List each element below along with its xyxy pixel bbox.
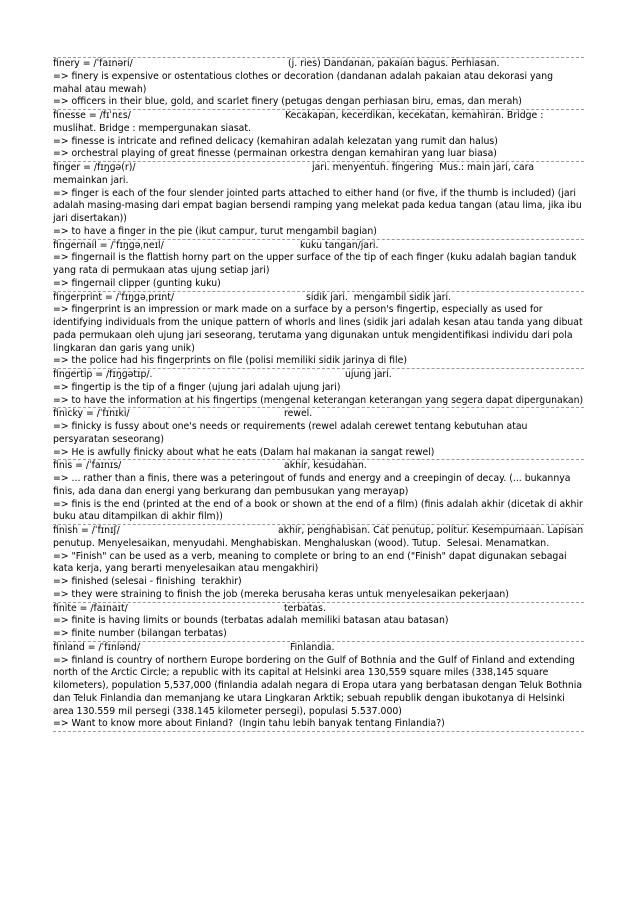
entry-gloss: akhir, kesudahan. [284,460,367,472]
entry-example: => orchestral playing of great finesse (permainan orkestra dengan kemahiran yang luar biasa) [53,148,497,160]
entry-example: => finesse is intricate and refined delicacy (kemahiran adalah kelezatan yang rumit dan halus) [53,135,498,147]
entry-headword: finery = /ˈfaɪnəri/ [53,58,133,69]
entry-example: => He is awfully finicky about what he eats (Dalam hal makanan ia sangat rewel) [53,446,435,458]
entry-head [53,58,584,71]
entry-example: => finery is expensive or ostentatious clothes or decoration (dandanan adalah pakaian atau dekorasi yang mahal atau mewah) [53,70,556,95]
entry-example: => fingertip is the tip of a finger (ujung jari adalah ujung jari) [53,381,341,393]
entry-gloss: akhir, penghabisan. Cat penutup, politur. Kesempurnaan. Lapisan penutup. Menyelesaikan, menyudahi. Menghabiskan. Menghaluskan (wood). Tutup. Selesai. Menamatkan. [53,525,587,549]
entry-example: => the police had his fingerprints on file (polisi memiliki sidik jarinya di file) [53,355,407,367]
entry-example: => they were straining to finish the job (mereka berusaha keras untuk menyelesaikan pekerjaan) [53,588,509,600]
dictionary-entry [53,239,584,291]
entry-example: => finis is the end (printed at the end of a book or shown at the end of a film) (finis adalah akhir (dicetak di akhir buku atau ditampilkan di akhir film)) [53,498,586,523]
entry-example: => ... rather than a finis, there was a peteringout of funds and energy and a creepingin of decay. (... bukannya finis, ada dana dan energi yang berkurang dan pembusukan yang merayap) [53,473,574,497]
entry-example: => "Finish" can be used as a verb, meaning to complete or bring to an end ("Finish" dapat digunakan sebagai kata kerja, yang berarti menyelesaikan atau mengakhiri) [53,550,570,575]
entry-headword: finish = /ˈfɪnɪʃ/ [53,525,120,536]
dictionary-entry [53,459,584,524]
dictionary-page [53,57,587,732]
dictionary-entry [53,641,584,732]
entry-gloss: kuku tangan/jari. [300,239,379,251]
entry-gloss: (j. ries) Dandanan, pakaian bagus. Perhiasan. [288,58,500,69]
dictionary-entry [53,602,584,641]
entry-example: => fingernail clipper (gunting kuku) [53,277,221,289]
entry-gloss: rewel. [284,408,313,420]
entry-gloss: ujung jari. [345,369,392,380]
entry-head [53,642,584,655]
entry-example: => to have the information at his fingertips (mengenal keterangan keterangan yang segera dapat dipergunakan) [53,394,584,406]
entry-headword: fingernail = /ˈfɪŋɡəˌneɪl/ [53,239,164,251]
entry-headword: finger = /fɪŋɡə(r)/ [53,162,136,173]
entry-example: => fingerprint is an impression or mark made on a surface by a person's fingertip, especially as used for identifying individuals from the unique pattern of whorls and lines (sidik jari adalah kesan atau tanda yang dibuat pada permukaan oleh ujung jari seseorang, terutama yang digunakan untuk mengidentifikasi individu dari pola lingkaran dan garis yang unik) [53,304,586,354]
dictionary-entry [53,291,584,369]
entry-head [53,603,584,616]
entry-example: => to have a finger in the pie (ikut campur, turut mengambil bagian) [53,225,377,237]
entry-gloss: jari. menyentuh. fingering Mus.: main jari, cara memainkan jari. [53,162,538,186]
entry-headword: fingerprint = /ˈfɪŋɡəˌprɪnt/ [53,291,175,303]
entry-gloss: terbatas. [284,602,326,614]
entry-head [53,240,584,253]
entry-example: => finite is having limits or bounds (terbatas adalah memiliki batasan atau batasan) [53,615,449,627]
entry-head [53,460,584,473]
entry-gloss: Finlandia. [290,641,335,653]
entry-head [53,369,584,382]
entry-example: => finite number (bilangan terbatas) [53,628,227,639]
dictionary-entry [53,161,584,239]
entry-gloss: Kecakapan, kecerdikan, kecekatan, kemahiran. Bridge : muslihat. Bridge : mempergunakan siasat. [53,110,547,134]
dictionary-entry [53,368,584,407]
entry-example: => finicky is fussy about one's needs or requirements (rewel adalah cerewet tentang kebutuhan atau persyaratan seseorang) [53,421,531,445]
entry-example: => Want to know more about Finland? (Ingin tahu lebih banyak tentang Finlandia?) [53,718,445,730]
entry-headword: finis = /ˈfaɪnɪs/ [53,460,122,472]
entry-headword: finland = /ˈfɪnlənd/ [53,641,141,653]
dictionary-entry [53,524,587,602]
entry-head [53,525,587,551]
entry-head [53,110,584,136]
entry-head [53,408,584,421]
entry-example: => officers in their blue, gold, and scarlet finery (petugas dengan perhiasan biru, emas, dan merah) [53,96,522,108]
entry-example: => finished (selesai - finishing terakhir) [53,576,242,587]
dictionary-entry [53,407,584,459]
dictionary-entry [53,57,584,109]
entry-headword: finite = /faɪnaɪt/ [53,602,128,614]
entry-head [53,292,584,305]
entry-example: => finger is each of the four slender jointed parts attached to either hand (or five, if the thumb is included) (jari adalah masing-masing dari empat bagian bersendi ramping yang melekat pada kedua tangan (atau lima, jika ibu jari disertakan)) [53,187,585,224]
entry-headword: finesse = /fɪˈnɛs/ [53,110,131,121]
entry-example: => finland is country of northern Europe bordering on the Gulf of Bothnia and the Gulf of Finland and extending north of the Arctic Circle; a republic with its capital at Helsinki area 130,559 square miles (338,145 square kilometers), population 5,537,000 (finlandia adalah negara di Eropa utara yang berbatasan dengan Teluk Bothnia dan Teluk Finlandia dan memanjang ke utara Lingkaran Arktik; sebuah republik dengan ibukotanya di Helsinki area 130.559 mil persegi (338.145 kilometer persegi), populasi 5.537.000) [53,654,586,717]
entry-gloss: sidik jari. mengambil sidik jari. [306,291,452,303]
entry-headword: finicky = /ˈfɪnɪki/ [53,408,130,420]
entry-example: => fingernail is the flattish horny part on the upper surface of the tip of each finger (kuku adalah bagian tanduk yang rata di permukaan atas ujung setiap jari) [53,252,580,276]
entry-head [53,162,584,188]
dictionary-entry [53,109,584,161]
entry-headword: fingertip = /fɪŋɡətɪp/. [53,369,153,380]
